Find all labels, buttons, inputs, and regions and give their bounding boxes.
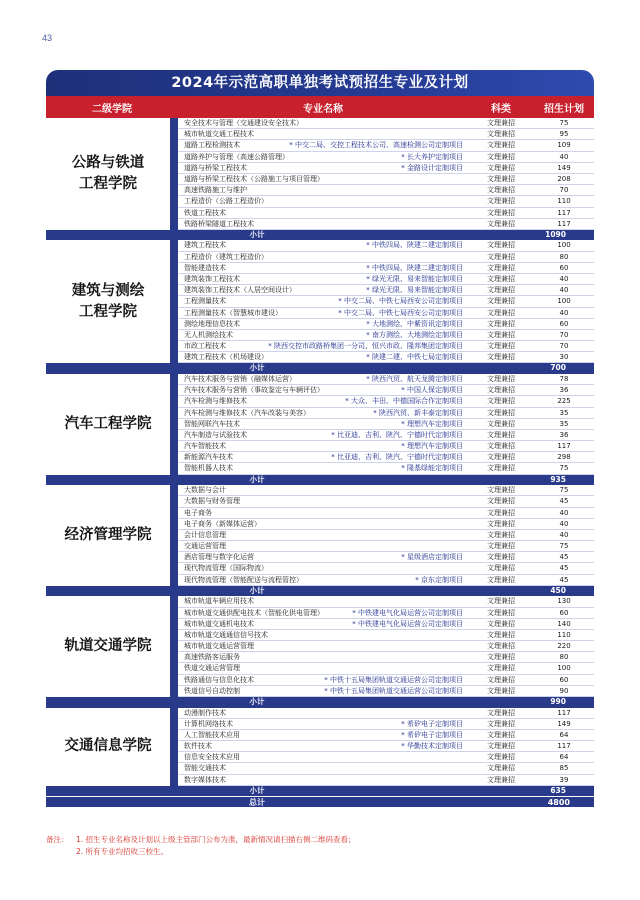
major-name: 城市轨道交通供配电技术（智能化供电管理） xyxy=(184,608,324,617)
plan-cell: 95 xyxy=(559,130,569,139)
plan-cell: 109 xyxy=(557,141,571,150)
major-name: 铁道信号自动控制 xyxy=(184,686,240,695)
college-section xyxy=(46,240,594,363)
plan-cell: 64 xyxy=(559,730,569,739)
category-cell: 文理兼招 xyxy=(487,130,515,139)
category-cell: 文理兼招 xyxy=(487,430,515,439)
subtotal-row xyxy=(46,363,594,374)
plan-cell: 70 xyxy=(559,330,569,339)
college-name: 建筑与测绘 工程学院 xyxy=(46,240,178,363)
category-cell: 文理兼招 xyxy=(487,519,515,528)
college-name: 公路与铁道 工程学院 xyxy=(46,118,178,230)
category-cell: 文理兼招 xyxy=(487,353,515,362)
college-section xyxy=(46,485,594,586)
table-row xyxy=(178,485,594,496)
major-name: 电子商务（新媒体运营） xyxy=(184,519,261,528)
major-name: 市政工程技术 xyxy=(184,342,226,351)
college-name: 经济管理学院 xyxy=(46,485,178,586)
plan-cell: 298 xyxy=(557,453,571,462)
custom-program: * 中铁四局、陕建二建定制项目 xyxy=(366,263,463,272)
subtotal-row xyxy=(46,230,594,241)
subtotal-label: 小计 xyxy=(249,585,265,595)
category-cell: 文理兼招 xyxy=(487,664,515,673)
plan-cell: 35 xyxy=(559,408,569,417)
major-name: 交通运营管理 xyxy=(184,542,226,551)
table-row xyxy=(178,596,594,607)
note-line-2: 2. 所有专业均招收三校生。 xyxy=(76,847,169,856)
plan-cell: 80 xyxy=(559,252,569,261)
table-row xyxy=(178,619,594,630)
category-cell: 文理兼招 xyxy=(487,753,515,762)
custom-program: * 陕建二建、中铁七局定制项目 xyxy=(366,353,463,362)
custom-program: * 中交二局、中铁七局西安公司定制项目 xyxy=(338,308,463,317)
category-cell: 文理兼招 xyxy=(487,619,515,628)
table-row xyxy=(178,652,594,663)
plan-cell: 60 xyxy=(559,608,569,617)
subtotal-value: 700 xyxy=(550,363,566,373)
custom-program: * 中铁四局、陕建二建定制项目 xyxy=(366,241,463,250)
custom-program: * 星级酒店定制项目 xyxy=(401,553,463,562)
category-cell: 文理兼招 xyxy=(487,197,515,206)
category-cell: 文理兼招 xyxy=(487,419,515,428)
plan-cell: 78 xyxy=(559,374,569,383)
major-name: 建筑工程技术（机场建设） xyxy=(184,353,268,362)
header-college: 二级学院 xyxy=(92,103,132,115)
table-row xyxy=(178,641,594,652)
table-row xyxy=(178,708,594,719)
custom-program: * 中交二局、中铁七局西安公司定制项目 xyxy=(338,297,463,306)
category-cell: 文理兼招 xyxy=(487,330,515,339)
table-row xyxy=(178,419,594,430)
plan-cell: 40 xyxy=(559,274,569,283)
major-name: 会计信息管理 xyxy=(184,530,226,539)
major-name: 工程测量技术（智慧城市建设） xyxy=(184,308,282,317)
custom-program: * 理想汽车定制项目 xyxy=(401,442,463,451)
custom-program: * 南方测绘、大地测绘定制项目 xyxy=(366,330,463,339)
table-row xyxy=(178,775,594,786)
major-name: 汽车检测与维修技术 xyxy=(184,397,247,406)
category-cell: 文理兼招 xyxy=(487,686,515,695)
major-name: 工程造价（建筑工程造价） xyxy=(184,252,268,261)
custom-program: * 京东定制项目 xyxy=(415,575,463,584)
category-cell: 文理兼招 xyxy=(487,374,515,383)
college-section xyxy=(46,708,594,786)
table-row xyxy=(178,552,594,563)
plan-cell: 39 xyxy=(559,775,569,784)
table-row xyxy=(178,140,594,151)
custom-program: * 绿光无限、易来智能定制项目 xyxy=(366,274,463,283)
table-body xyxy=(46,118,594,796)
plan-cell: 110 xyxy=(557,197,571,206)
custom-program: * 中铁建电气化局运营公司定制项目 xyxy=(352,619,463,628)
table-row xyxy=(178,185,594,196)
total-label: 总计 xyxy=(249,798,265,808)
custom-program: * 陕西汽贸、新丰泰定制项目 xyxy=(373,408,463,417)
major-name: 汽车制造与试验技术 xyxy=(184,430,247,439)
plan-cell: 80 xyxy=(559,653,569,662)
major-name: 测绘地理信息技术 xyxy=(184,319,240,328)
major-name: 城市轨道车辆应用技术 xyxy=(184,597,254,606)
category-cell: 文理兼招 xyxy=(487,308,515,317)
plan-cell: 40 xyxy=(559,508,569,517)
category-cell: 文理兼招 xyxy=(487,397,515,406)
category-cell: 文理兼招 xyxy=(487,719,515,728)
custom-program: * 理想汽车定制项目 xyxy=(401,419,463,428)
subtotal-label: 小计 xyxy=(249,229,265,239)
table-row xyxy=(178,608,594,619)
plan-cell: 100 xyxy=(557,297,571,306)
category-cell: 文理兼招 xyxy=(487,553,515,562)
category-cell: 文理兼招 xyxy=(487,174,515,183)
category-cell: 文理兼招 xyxy=(487,274,515,283)
plan-cell: 70 xyxy=(559,186,569,195)
plan-cell: 60 xyxy=(559,675,569,684)
major-name: 工程造价（公路工程造价） xyxy=(184,197,268,206)
major-name: 智能交通技术 xyxy=(184,764,226,773)
table-row xyxy=(178,541,594,552)
table-row xyxy=(178,752,594,763)
plan-cell: 45 xyxy=(559,553,569,562)
custom-program: * 中国人保定制项目 xyxy=(401,386,463,395)
plan-cell: 40 xyxy=(559,530,569,539)
plan-cell: 140 xyxy=(557,619,571,628)
major-name: 软件技术 xyxy=(184,742,212,751)
custom-program: * 中铁建电气化局运营公司定制项目 xyxy=(352,608,463,617)
plan-cell: 117 xyxy=(557,208,571,217)
major-name: 道路工程检测技术 xyxy=(184,141,240,150)
major-name: 人工智能技术应用 xyxy=(184,730,240,739)
table-row xyxy=(178,174,594,185)
subtotal-value: 1090 xyxy=(545,229,566,239)
plan-cell: 60 xyxy=(559,263,569,272)
major-name: 建筑装饰工程技术（人居空间设计） xyxy=(184,286,296,295)
total-value: 4800 xyxy=(547,798,570,808)
notes-label: 备注： xyxy=(46,835,69,844)
table-row xyxy=(178,675,594,686)
category-cell: 文理兼招 xyxy=(487,453,515,462)
major-name: 汽车检测与维修技术（汽车改装与美容） xyxy=(184,408,310,417)
subtotal-row xyxy=(46,475,594,486)
subtotal-row xyxy=(46,697,594,708)
category-cell: 文理兼招 xyxy=(487,286,515,295)
table-row xyxy=(178,496,594,507)
plan-cell: 117 xyxy=(557,742,571,751)
category-cell: 文理兼招 xyxy=(487,642,515,651)
major-name: 汽车技术服务与营销（融媒体运营） xyxy=(184,374,296,383)
plan-cell: 75 xyxy=(559,486,569,495)
college-section xyxy=(46,596,594,697)
table-row xyxy=(178,208,594,219)
major-name: 信息安全技术应用 xyxy=(184,753,240,762)
table-row xyxy=(178,663,594,674)
major-name: 铁道工程技术 xyxy=(184,208,226,217)
table-row xyxy=(178,430,594,441)
category-cell: 文理兼招 xyxy=(487,141,515,150)
plan-cell: 45 xyxy=(559,564,569,573)
table-row xyxy=(178,463,594,474)
category-cell: 文理兼招 xyxy=(487,530,515,539)
major-name: 大数据与财务管理 xyxy=(184,497,240,506)
category-cell: 文理兼招 xyxy=(487,675,515,684)
major-name: 智能建造技术 xyxy=(184,263,226,272)
plan-cell: 75 xyxy=(559,542,569,551)
plan-cell: 100 xyxy=(557,664,571,673)
major-name: 道路与桥梁工程技术 xyxy=(184,163,247,172)
plan-cell: 40 xyxy=(559,519,569,528)
plan-cell: 40 xyxy=(559,286,569,295)
plan-cell: 36 xyxy=(559,386,569,395)
category-cell: 文理兼招 xyxy=(487,508,515,517)
custom-program: * 比亚迪、吉利、陕汽、宁德时代定制项目 xyxy=(331,430,463,439)
plan-cell: 75 xyxy=(559,119,569,127)
category-cell: 文理兼招 xyxy=(487,442,515,451)
table-row xyxy=(178,274,594,285)
plan-cell: 40 xyxy=(559,152,569,161)
major-name: 无人机测绘技术 xyxy=(184,330,233,339)
table-row xyxy=(178,196,594,207)
plan-cell: 130 xyxy=(557,597,571,606)
college-name: 交通信息学院 xyxy=(46,708,178,786)
custom-program: * 陕西交控市政路桥集团一分司、恒兴市政、隆邦集团定制项目 xyxy=(268,342,463,351)
table-row xyxy=(178,240,594,251)
custom-program: * 希矽电子定制项目 xyxy=(401,730,463,739)
category-cell: 文理兼招 xyxy=(487,630,515,639)
custom-program: * 隆基绿能定制项目 xyxy=(401,464,463,473)
table-row xyxy=(178,219,594,230)
plan-cell: 60 xyxy=(559,319,569,328)
custom-program: * 中铁十五局集团轨道交通运营公司定制项目 xyxy=(324,675,463,684)
major-name: 建筑工程技术 xyxy=(184,241,226,250)
category-cell: 文理兼招 xyxy=(487,386,515,395)
major-name: 智能机器人技术 xyxy=(184,464,233,473)
subtotal-label: 小计 xyxy=(249,697,265,706)
major-name: 铁路桥梁隧道工程技术 xyxy=(184,219,254,228)
category-cell: 文理兼招 xyxy=(487,653,515,662)
table-row xyxy=(178,296,594,307)
category-cell: 文理兼招 xyxy=(487,464,515,473)
custom-program: * 陕西汽贸、航天龙腾定制项目 xyxy=(366,374,463,383)
college-name: 汽车工程学院 xyxy=(46,374,178,475)
plan-cell: 64 xyxy=(559,753,569,762)
category-cell: 文理兼招 xyxy=(487,575,515,584)
table-row xyxy=(178,341,594,352)
plan-cell: 90 xyxy=(559,686,569,695)
category-cell: 文理兼招 xyxy=(487,186,515,195)
category-cell: 文理兼招 xyxy=(487,219,515,228)
major-name: 城市轨道交通机电技术 xyxy=(184,619,254,628)
category-cell: 文理兼招 xyxy=(487,775,515,784)
major-name: 高速铁路施工与维护 xyxy=(184,186,247,195)
college-name: 轨道交通学院 xyxy=(46,596,178,697)
table-row xyxy=(178,530,594,541)
major-name: 安全技术与管理（交通建设安全技术） xyxy=(184,119,303,127)
table-row xyxy=(178,686,594,697)
category-cell: 文理兼招 xyxy=(487,319,515,328)
category-cell: 文理兼招 xyxy=(487,297,515,306)
table-row xyxy=(178,741,594,752)
subtotal-row xyxy=(46,786,594,797)
plan-cell: 75 xyxy=(559,464,569,473)
header-plan: 招生计划 xyxy=(544,103,584,115)
category-cell: 文理兼招 xyxy=(487,342,515,351)
major-name: 铁道交通运营管理 xyxy=(184,664,240,673)
table-row xyxy=(178,719,594,730)
table-row xyxy=(178,575,594,586)
category-cell: 文理兼招 xyxy=(487,742,515,751)
table-row xyxy=(178,396,594,407)
major-name: 动漫制作技术 xyxy=(184,708,226,717)
major-name: 汽车智能技术 xyxy=(184,442,226,451)
major-name: 铁路通信与信息化技术 xyxy=(184,675,254,684)
table-row xyxy=(178,285,594,296)
major-name: 城市轨道交通通信信号技术 xyxy=(184,630,268,639)
plan-cell: 117 xyxy=(557,442,571,451)
category-cell: 文理兼招 xyxy=(487,764,515,773)
category-cell: 文理兼招 xyxy=(487,208,515,217)
custom-program: * 华勤技术定制项目 xyxy=(401,742,463,751)
plan-cell: 117 xyxy=(557,708,571,717)
table-row xyxy=(178,374,594,385)
total-row xyxy=(46,796,594,807)
major-name: 城市轨道交通运营管理 xyxy=(184,642,254,651)
custom-program: * 希矽电子定制项目 xyxy=(401,719,463,728)
custom-program: * 中交二局、交控工程技术公司、高速检测公司定制项目 xyxy=(289,141,463,150)
major-name: 大数据与会计 xyxy=(184,486,226,495)
table-row xyxy=(178,163,594,174)
table-row xyxy=(178,519,594,530)
plan-cell: 149 xyxy=(557,163,571,172)
table-row xyxy=(178,730,594,741)
plan-cell: 110 xyxy=(557,630,571,639)
plan-cell: 225 xyxy=(557,397,571,406)
plan-cell: 40 xyxy=(559,308,569,317)
college-section xyxy=(46,374,594,475)
table-row xyxy=(178,129,594,140)
custom-program: * 金路设计定制项目 xyxy=(401,163,463,172)
table-row xyxy=(178,319,594,330)
custom-program: * 绿光无限、易来智能定制项目 xyxy=(366,286,463,295)
subtotal-value: 935 xyxy=(550,474,566,484)
plan-cell: 35 xyxy=(559,419,569,428)
major-name: 电子商务 xyxy=(184,508,212,517)
custom-program: * 中铁十五局集团轨道交通运营公司定制项目 xyxy=(324,686,463,695)
category-cell: 文理兼招 xyxy=(487,408,515,417)
category-cell: 文理兼招 xyxy=(487,486,515,495)
major-name: 数字媒体技术 xyxy=(184,775,226,784)
enrollment-table xyxy=(46,70,594,807)
page-number: 43 xyxy=(42,33,53,43)
category-cell: 文理兼招 xyxy=(487,163,515,172)
table-row xyxy=(178,630,594,641)
category-cell: 文理兼招 xyxy=(487,708,515,717)
table-row xyxy=(178,118,594,129)
table-row xyxy=(178,563,594,574)
table-header xyxy=(46,96,594,118)
plan-cell: 36 xyxy=(559,430,569,439)
subtotal-row xyxy=(46,586,594,597)
table-row xyxy=(178,452,594,463)
subtotal-value: 450 xyxy=(550,585,566,595)
major-name: 城市轨道交通工程技术 xyxy=(184,130,254,139)
table-row xyxy=(178,152,594,163)
header-category: 科类 xyxy=(491,103,511,115)
table-row xyxy=(178,385,594,396)
major-name: 酒店管理与数字化运营 xyxy=(184,553,254,562)
table-row xyxy=(178,352,594,363)
category-cell: 文理兼招 xyxy=(487,119,515,127)
note-line-1: 1. 招生专业名称及计划以上级主管部门公布为准，最新情况请扫描右侧二维码查看； xyxy=(76,835,356,844)
category-cell: 文理兼招 xyxy=(487,497,515,506)
table-row xyxy=(178,441,594,452)
major-name: 现代物流管理（智能配送与流程管控） xyxy=(184,575,303,584)
category-cell: 文理兼招 xyxy=(487,263,515,272)
plan-cell: 30 xyxy=(559,353,569,362)
plan-cell: 220 xyxy=(557,642,571,651)
table-row xyxy=(178,308,594,319)
custom-program: * 大众、丰田、中德国际合作定制项目 xyxy=(345,397,463,406)
header-major: 专业名称 xyxy=(303,103,343,115)
plan-cell: 85 xyxy=(559,764,569,773)
major-name: 新能源汽车技术 xyxy=(184,453,233,462)
custom-program: * 比亚迪、吉利、陕汽、宁德时代定制项目 xyxy=(331,453,463,462)
major-name: 工程测量技术 xyxy=(184,297,226,306)
major-name: 建筑装饰工程技术 xyxy=(184,274,240,283)
table-row xyxy=(178,763,594,774)
subtotal-label: 小计 xyxy=(249,785,265,795)
category-cell: 文理兼招 xyxy=(487,730,515,739)
category-cell: 文理兼招 xyxy=(487,241,515,250)
table-row xyxy=(178,408,594,419)
notes xyxy=(46,834,356,858)
category-cell: 文理兼招 xyxy=(487,608,515,617)
table-row xyxy=(178,252,594,263)
table-row xyxy=(178,330,594,341)
major-name: 道路养护与管理（高速公路管理） xyxy=(184,152,289,161)
subtotal-label: 小计 xyxy=(249,474,265,484)
major-name: 汽车技术服务与营销（事故鉴定与车辆评估） xyxy=(184,386,324,395)
plan-cell: 117 xyxy=(557,219,571,228)
subtotal-value: 635 xyxy=(550,785,566,795)
category-cell: 文理兼招 xyxy=(487,564,515,573)
custom-program: * 大地测绘、中紫资讯定制项目 xyxy=(366,319,463,328)
custom-program: * 长大养护定制项目 xyxy=(401,152,463,161)
plan-cell: 149 xyxy=(557,719,571,728)
plan-cell: 70 xyxy=(559,342,569,351)
subtotal-value: 990 xyxy=(550,697,566,706)
category-cell: 文理兼招 xyxy=(487,252,515,261)
major-name: 智能网联汽车技术 xyxy=(184,419,240,428)
major-name: 计算机网络技术 xyxy=(184,719,233,728)
plan-cell: 45 xyxy=(559,497,569,506)
category-cell: 文理兼招 xyxy=(487,542,515,551)
table-row xyxy=(178,263,594,274)
plan-cell: 45 xyxy=(559,575,569,584)
subtotal-label: 小计 xyxy=(249,363,265,373)
category-cell: 文理兼招 xyxy=(487,152,515,161)
plan-cell: 208 xyxy=(557,174,571,183)
major-name: 现代物流管理（国际物流） xyxy=(184,564,268,573)
major-name: 道路与桥梁工程技术（公路施工与项目管理） xyxy=(184,174,324,183)
table-title: 2024年示范高职单独考试预招生专业及计划 xyxy=(46,70,594,96)
category-cell: 文理兼招 xyxy=(487,597,515,606)
major-name: 高速铁路客运服务 xyxy=(184,653,240,662)
college-section xyxy=(46,118,594,230)
table-row xyxy=(178,508,594,519)
plan-cell: 100 xyxy=(557,241,571,250)
